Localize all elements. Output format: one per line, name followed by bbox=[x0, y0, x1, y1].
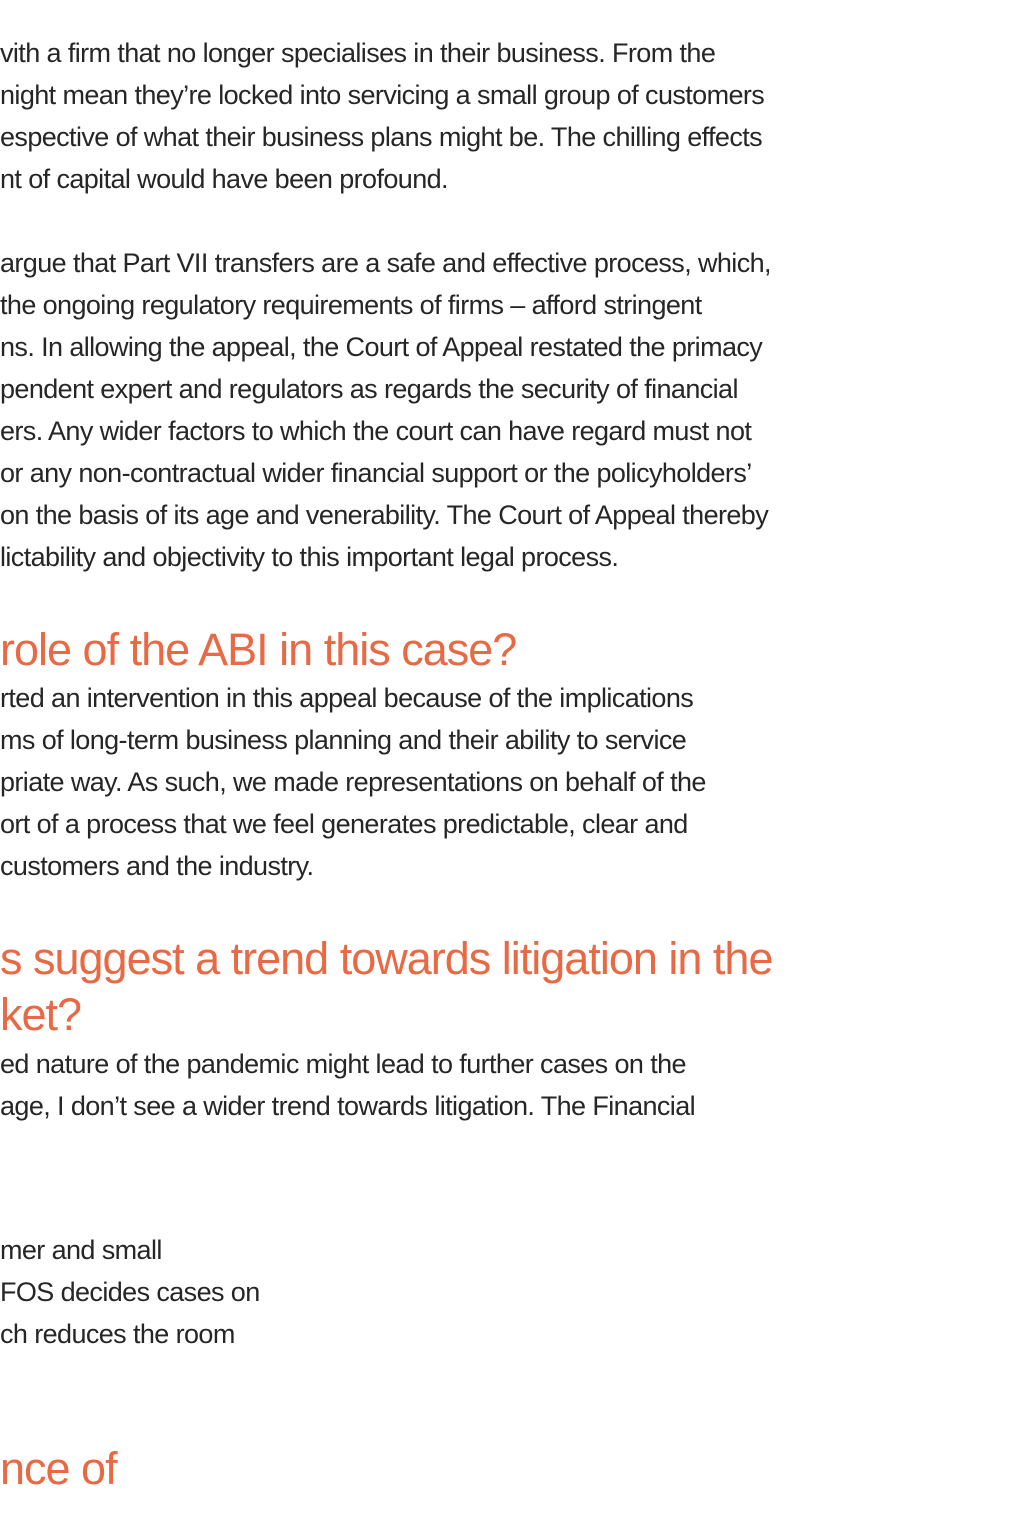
paragraph-line: espective of what their business plans might be. The chilling effects bbox=[0, 122, 763, 152]
heading-line: s suggest a trend towards litigation in the bbox=[0, 933, 773, 984]
paragraph-line: priate way. As such, we made representations on behalf of the bbox=[0, 767, 706, 797]
paragraph-line: mer and small bbox=[0, 1235, 162, 1265]
paragraph-line: ms of long-term business planning and their ability to service bbox=[0, 725, 687, 755]
paragraph-line: night mean they’re locked into servicing a small group of customers bbox=[0, 80, 765, 110]
paragraph-line: nt of capital would have been profound. bbox=[0, 164, 448, 194]
paragraph-line: ort of a process that we feel generates predictable, clear and bbox=[0, 809, 688, 839]
paragraph-line: ed nature of the pandemic might lead to further cases on the bbox=[0, 1049, 686, 1079]
paragraph-line: argue that Part VII transfers are a safe and effective process, which, bbox=[0, 248, 771, 278]
paragraph-line: FOS decides cases on bbox=[0, 1277, 260, 1307]
paragraph-line: pendent expert and regulators as regards the security of financial bbox=[0, 374, 738, 404]
paragraph-line: ers. Any wider factors to which the court can have regard must not bbox=[0, 416, 752, 446]
section-heading-abi-role: role of the ABI in this case? bbox=[0, 624, 517, 675]
paragraph-line: on the basis of its age and venerability. The Court of Appeal thereby bbox=[0, 500, 769, 530]
paragraph-line: the ongoing regulatory requirements of firms – afford stringent bbox=[0, 290, 702, 320]
paragraph-line: vith a firm that no longer specialises in their business. From the bbox=[0, 38, 716, 68]
paragraph-line: ns. In allowing the appeal, the Court of Appeal restated the primacy bbox=[0, 332, 763, 362]
paragraph-line: or any non-contractual wider financial support or the policyholders’ bbox=[0, 458, 752, 488]
section-heading-partial: nce of bbox=[0, 1443, 117, 1494]
paragraph-line: customers and the industry. bbox=[0, 851, 314, 881]
paragraph-line: ch reduces the room bbox=[0, 1319, 235, 1349]
paragraph-line: lictability and objectivity to this important legal process. bbox=[0, 542, 619, 572]
paragraph-line: age, I don’t see a wider trend towards litigation. The Financial bbox=[0, 1091, 696, 1121]
heading-line: ket? bbox=[0, 989, 82, 1040]
paragraph-line: rted an intervention in this appeal because of the implications bbox=[0, 683, 694, 713]
